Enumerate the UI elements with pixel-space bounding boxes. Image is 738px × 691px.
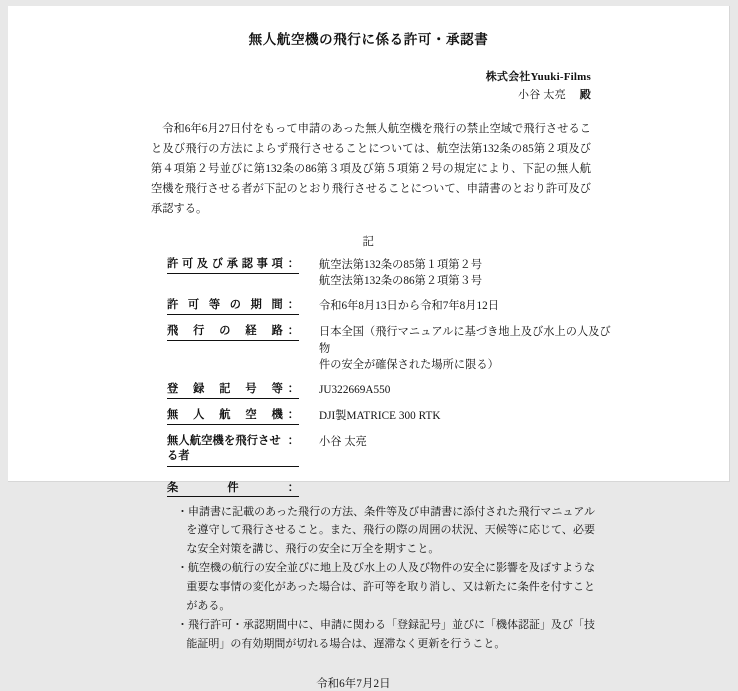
field-label-char: 等 xyxy=(271,383,283,396)
document-page xyxy=(8,6,730,690)
field-label-char: 行 xyxy=(193,325,205,338)
field-label xyxy=(167,408,299,425)
field-label-text xyxy=(167,257,283,272)
field-label-char: 可 xyxy=(187,299,200,312)
field-label-char: の xyxy=(219,325,231,338)
field-value-line: JU322669A550 xyxy=(319,384,391,397)
field-row xyxy=(167,257,729,289)
field-label-char: 路 xyxy=(271,325,283,338)
field-value-line: 小谷 太亮 xyxy=(319,436,367,449)
field-label xyxy=(167,257,299,274)
field-label-char: 空 xyxy=(245,409,257,422)
field-label-char: 事 xyxy=(256,257,268,270)
field-label-char: 無 xyxy=(167,409,179,422)
ki-marker: 記 xyxy=(362,235,375,248)
condition-item: ・飛行許可・承認期間中に、申請に関わる「登録記号」並びに「機体認証」及び「技能証明」の有効期間が切れる場合は、遅滞なく更新を行うこと。 xyxy=(177,618,595,650)
field-value-line: 件の安全が確保された場所に限る） xyxy=(319,358,499,371)
field-value-line: DJI製MATRICE 300 RTK xyxy=(319,410,441,423)
addressee-honorific: 殿 xyxy=(579,89,591,102)
field-label-char: 無人航空機を飛行させる者 xyxy=(167,435,281,463)
field-label-char: 期 xyxy=(250,299,262,312)
field-label-colon: ： xyxy=(287,299,299,312)
field-label-char: 経 xyxy=(245,325,257,338)
field-label xyxy=(167,434,299,466)
field-label-char: び xyxy=(211,257,224,270)
field-label-char: 及 xyxy=(196,257,209,270)
field-label-char: の xyxy=(229,299,241,312)
field-label-char: 飛 xyxy=(167,325,179,338)
field-label-char: 登 xyxy=(167,383,179,396)
field-label-char: 許 xyxy=(167,257,179,270)
field-label-colon: ： xyxy=(287,435,299,448)
field-value-line: 航空法第132条の86第２項第３号 xyxy=(319,275,483,288)
field-label-char: 人 xyxy=(193,409,205,422)
field-label-char: 認 xyxy=(241,257,253,270)
field-label xyxy=(167,298,299,315)
field-row xyxy=(167,382,729,399)
fields-list xyxy=(8,257,729,467)
field-label-char: 許 xyxy=(167,299,179,312)
conditions-list xyxy=(167,503,729,654)
field-label-char: 録 xyxy=(193,383,205,396)
field-value xyxy=(299,257,482,289)
addressee-person xyxy=(8,87,591,104)
field-label-char: 項 xyxy=(271,257,283,270)
field-label xyxy=(167,382,299,399)
field-label-colon: ： xyxy=(287,383,299,396)
field-label-char: 承 xyxy=(226,257,238,270)
field-label xyxy=(167,324,299,341)
body-paragraph: 令和6年6月27日付をもって申請のあった無人航空機を飛行の禁止空域で飛行させること及び飛行の方法によらず飛行させることについては、航空法第132条の85第２項及び第４項第２号並びに第132条の86第３項及び第５項第２号の規定により、下記の無人航空機を飛行させる者が下記のとおり飛行させることについて、申請書のとおり許可及び承認する。 xyxy=(151,123,591,215)
field-label-text xyxy=(167,324,283,339)
field-value-line: 日本全国（飛行マニュアルに基づき地上及び水上の人及び物 xyxy=(319,326,611,355)
field-value xyxy=(299,382,390,398)
conditions-row xyxy=(8,479,729,654)
field-label-colon: ： xyxy=(287,257,299,270)
field-value xyxy=(299,298,499,314)
page-title: 無人航空機の飛行に係る許可・承認書 xyxy=(248,32,489,47)
field-label-char: 機 xyxy=(271,409,283,422)
addressee-block xyxy=(8,69,729,104)
conditions-label-colon: ： xyxy=(287,481,299,494)
field-label-text xyxy=(167,408,283,423)
addressee-person-name: 小谷 太亮 xyxy=(518,89,566,102)
field-label-text xyxy=(167,298,283,313)
conditions-label-char: 件 xyxy=(227,481,239,494)
field-value xyxy=(299,324,619,373)
field-value-line: 航空法第132条の85第１項第２号 xyxy=(319,258,483,271)
condition-item: ・申請書に記載のあった飛行の方法、条件等及び申請書に添付された飛行マニュアルを遵守して飛行させること。また、飛行の際の周囲の状況、天候等に応じて、必要な安全対策を講じ、飛行の安全に万全を期すこと。 xyxy=(177,505,595,556)
field-label-colon: ： xyxy=(287,409,299,422)
field-row xyxy=(167,298,729,315)
closing-date: 令和6年7月2日 xyxy=(316,677,391,690)
field-row xyxy=(167,434,729,466)
field-value xyxy=(299,408,440,424)
field-label-char: 可 xyxy=(181,257,194,270)
field-label-char: 航 xyxy=(219,409,231,422)
condition-item: ・航空機の航行の安全並びに地上及び水上の人及び物件の安全に影響を及ぼすような重要な事情の変化があった場合は、許可等を取り消し、又は新たに条件を付すことがある。 xyxy=(177,562,595,613)
field-label-text xyxy=(167,382,283,397)
field-label-colon: ： xyxy=(287,325,299,338)
field-label-char: 号 xyxy=(245,383,257,396)
field-row xyxy=(167,324,729,373)
field-value-line: 令和6年8月13日から令和7年8月12日 xyxy=(319,300,500,313)
field-value xyxy=(299,434,367,450)
conditions-label-char: 条 xyxy=(167,481,179,494)
addressee-company: 株式会社Yuuki-Films xyxy=(485,71,591,83)
field-label-text xyxy=(167,434,283,464)
field-label-char: 等 xyxy=(208,299,221,312)
field-row xyxy=(167,408,729,425)
field-label-char: 記 xyxy=(219,383,231,396)
field-label-char: 間 xyxy=(271,299,283,312)
